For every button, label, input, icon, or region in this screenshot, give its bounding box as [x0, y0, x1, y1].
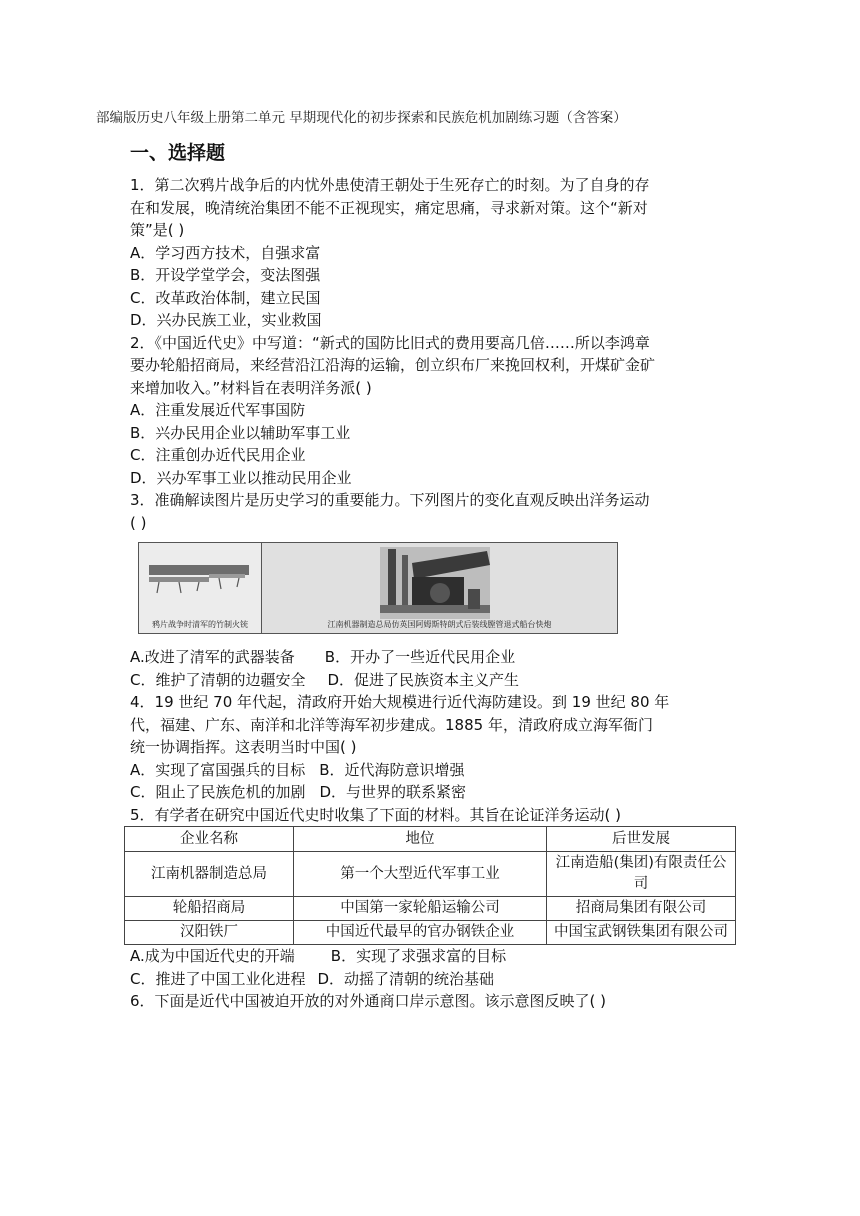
options-row: [130, 945, 742, 968]
question-list: [130, 174, 742, 1013]
table-row: [125, 921, 736, 945]
options-row: [130, 968, 742, 991]
options-row: [130, 646, 742, 669]
figure-caption-left: 鸦片战争时清军的竹制火铳: [152, 620, 248, 629]
column-header: 地位: [294, 827, 547, 852]
options-row: [130, 759, 742, 782]
option-d: D．动摇了清朝的统治基础: [317, 969, 495, 988]
document-title: 部编版历史八年级上册第二单元 早期现代化的初步探索和民族危机加剧练习题（含答案）: [96, 110, 627, 126]
table-row: [125, 897, 736, 921]
question-4: [130, 691, 742, 804]
question-stem-line: 在和发展，晚清统治集团不能不正视现实，痛定思痛，寻求新对策。这个“新对: [130, 198, 648, 217]
option-c: C．改革政治体制，建立民国: [130, 288, 321, 307]
table-cell: 江南造船(集团)有限责任公司: [547, 852, 736, 897]
option-b: B．开办了一些近代民用企业: [324, 648, 516, 666]
option-a: A．学习西方技术，自强求富: [130, 243, 321, 262]
option-b: B．实现了求强求富的目标: [330, 947, 507, 965]
section-heading: 一、选择题: [130, 142, 226, 164]
question-2: [130, 332, 742, 490]
option-c: C．注重创办近代民用企业: [130, 446, 306, 464]
options-row: [130, 781, 742, 804]
option-a: A．实现了富国强兵的目标: [130, 760, 306, 779]
question-stem-line: 1．第二次鸦片战争后的内忧外患使清王朝处于生死存亡的时刻。为了自身的存: [130, 176, 650, 194]
question-stem-line: 6．下面是近代中国被迫开放的对外通商口岸示意图。该示意图反映了( ): [130, 992, 607, 1010]
question-stem-line: 要办轮船招商局，来经营沿江沿海的运输，创立织布厂来挽回权利，开煤矿金矿: [130, 356, 656, 374]
figure-caption-right: 江南机器制造总局仿英国阿姆斯特朗式后装线膛管退式船台快炮: [327, 620, 552, 629]
option-b: B．近代海防意识增强: [319, 760, 465, 779]
enterprise-table: [124, 826, 736, 945]
options-row: [130, 669, 742, 692]
table-header-row: [125, 827, 736, 852]
question-stem-line: 3．准确解读图片是历史学习的重要能力。下列图片的变化直观反映出洋务运动: [130, 491, 650, 509]
question-5: [130, 804, 742, 991]
option-d: D．兴办民族工业，实业救国: [130, 311, 322, 329]
question-stem-line: 4．19 世纪 70 年代起，清政府开始大规模进行近代海防建设。到 19 世纪 80 年: [130, 693, 670, 711]
table-row: [125, 852, 736, 897]
table-cell: 轮船招商局: [125, 897, 294, 921]
table-cell: 汉阳铁厂: [125, 921, 294, 945]
option-b: B．开设学堂学会，变法图强: [130, 266, 321, 284]
option-a: A.成为中国近代史的开端: [130, 947, 295, 965]
table-cell: 江南机器制造总局: [125, 852, 294, 897]
comparison-figure: [138, 542, 618, 634]
question-stem-line: 统一协调指挥。这表明当时中国( ): [130, 738, 357, 756]
option-b: B．兴办民用企业以辅助军事工业: [130, 423, 351, 442]
option-d: D．与世界的联系紧密: [319, 783, 467, 801]
table-cell: 招商局集团有限公司: [547, 897, 736, 921]
table-cell: 中国近代最早的官办钢铁企业: [294, 921, 547, 945]
column-header: 企业名称: [125, 827, 294, 852]
option-c: C．维护了清朝的边疆安全: [130, 670, 306, 689]
question-stem-line: ( ): [130, 513, 147, 532]
option-d: D．兴办军事工业以推动民用企业: [130, 468, 352, 487]
option-c: C．推进了中国工业化进程: [130, 969, 306, 988]
question-stem-line: 来增加收入。”材料旨在表明洋务派( ): [130, 378, 372, 397]
bamboo-gun-image: [139, 543, 262, 633]
column-header: 后世发展: [547, 827, 736, 852]
naval-gun-image: [262, 543, 617, 633]
option-a: A.改进了清军的武器装备: [130, 648, 295, 666]
option-a: A．注重发展近代军事国防: [130, 401, 306, 419]
table-cell: 中国第一家轮船运输公司: [294, 897, 547, 921]
table-cell: 第一个大型近代军事工业: [294, 852, 547, 897]
option-d: D．促进了民族资本主义产生: [327, 670, 520, 689]
question-stem-line: 5．有学者在研究中国近代史时收集了下面的材料。其旨在论证洋务运动( ): [130, 805, 622, 824]
question-stem-line: 代，福建、广东、南洋和北洋等海军初步建成。1885 年，清政府成立海军衙门: [130, 715, 653, 734]
question-stem-line: 策”是( ): [130, 221, 185, 239]
question-stem-line: 2．《中国近代史》中写道：“新式的国防比旧式的费用要高几倍……所以李鸿章: [130, 333, 650, 352]
option-c: C．阻止了民族危机的加剧: [130, 783, 306, 801]
question-3: [130, 489, 742, 691]
table-cell: 中国宝武钢铁集团有限公司: [547, 921, 736, 945]
question-1: [130, 174, 742, 332]
question-6: [130, 990, 742, 1013]
